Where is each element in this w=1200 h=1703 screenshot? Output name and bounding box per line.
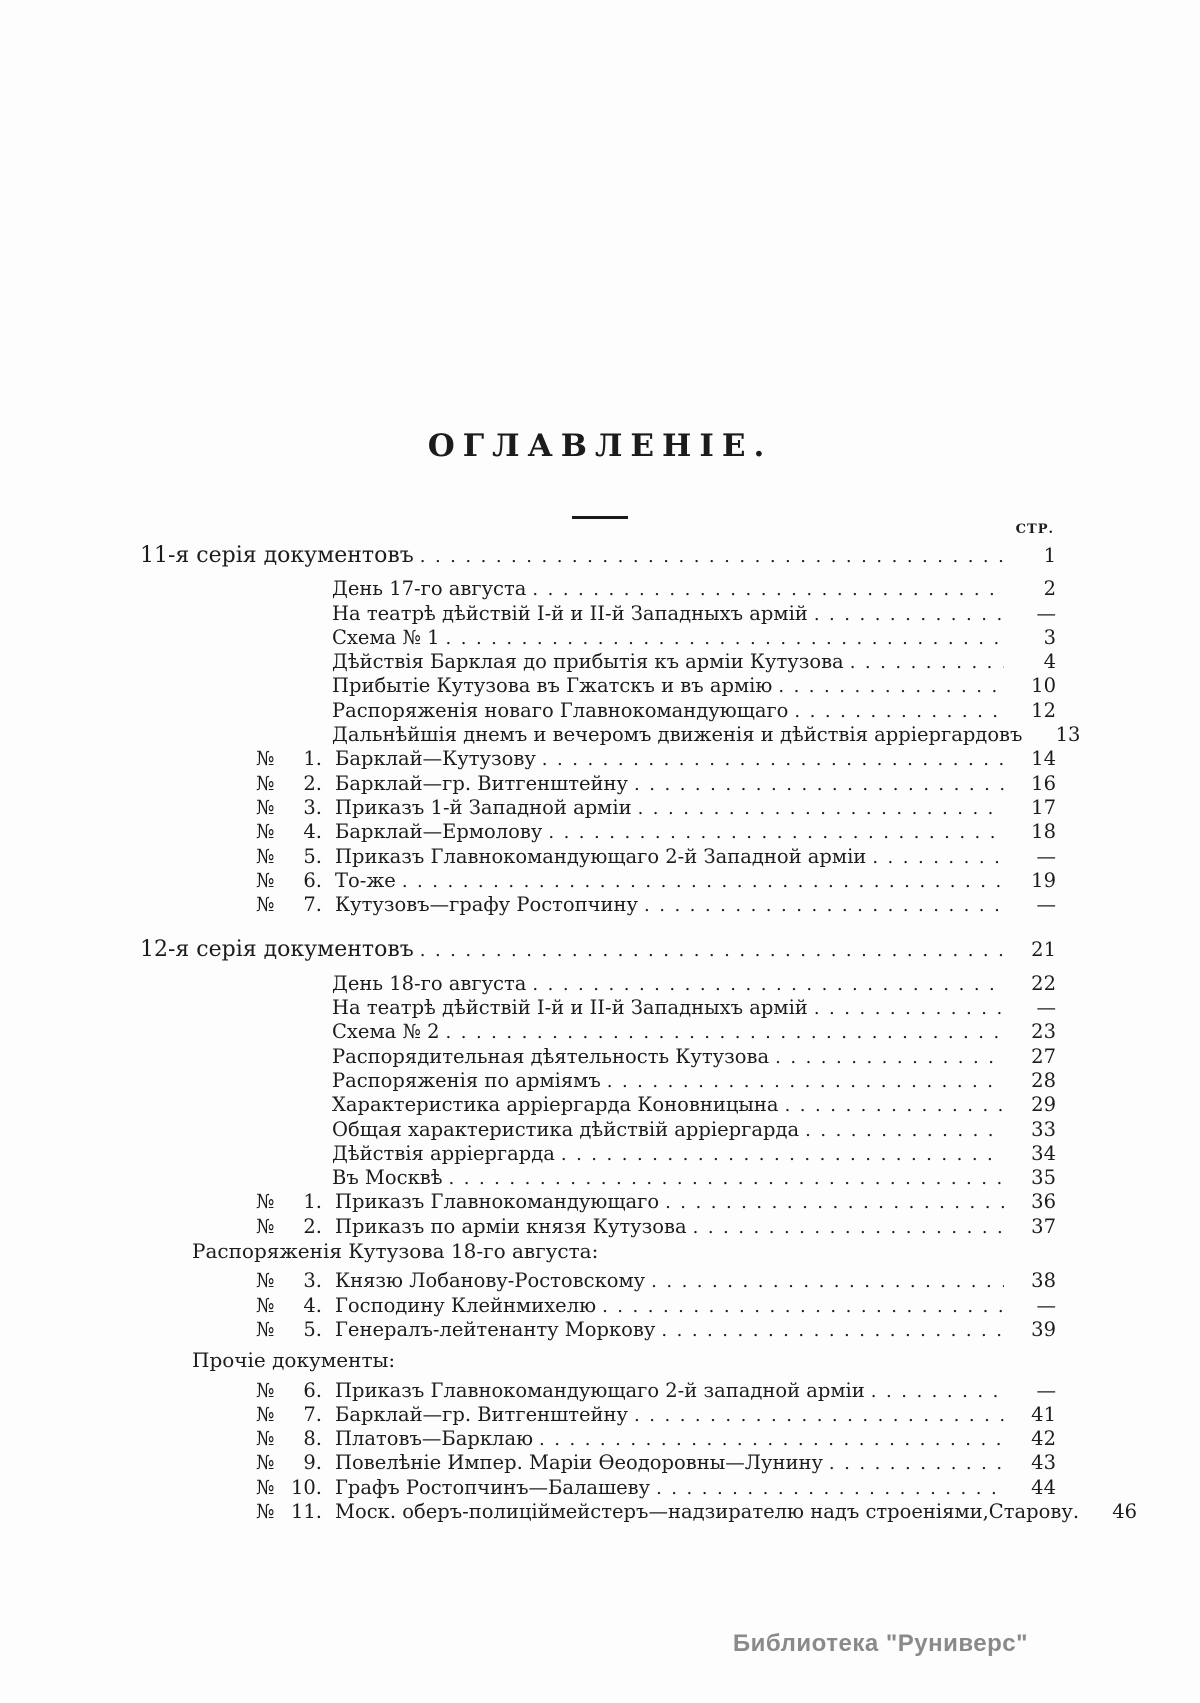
- toc-row-label: На театрѣ дѣйствій І-й и ІІ-й Западныхъ армій: [332, 996, 808, 1020]
- toc-row-page: 16: [1031, 771, 1056, 795]
- numero-value: 1.: [303, 747, 322, 771]
- toc-row-label: Дальнѣйшія днемъ и вечеромъ движенія и дѣйствія арріергардовъ: [332, 723, 1023, 747]
- numero-sign: №: [256, 1293, 275, 1317]
- toc-row: [140, 626, 1056, 650]
- row-numero: [256, 1500, 335, 1524]
- dot-leader: [850, 651, 1004, 675]
- numero-sign: №: [256, 1402, 275, 1426]
- numero-sign: №: [256, 1214, 275, 1238]
- numero-sign: №: [256, 747, 275, 771]
- toc-row: [140, 796, 1056, 820]
- toc-row: [140, 1020, 1056, 1044]
- dot-leader: [532, 578, 1004, 602]
- numero-value: 4.: [303, 1293, 322, 1317]
- toc-row-page: 13: [1055, 723, 1081, 747]
- toc-row: [140, 1069, 1056, 1093]
- toc-row: [140, 1045, 1056, 1069]
- row-numero: [256, 869, 335, 893]
- dot-leader: [872, 846, 1004, 870]
- toc-row-page: 4: [1043, 650, 1056, 674]
- library-watermark: Библиотека "Руниверс": [732, 1630, 1028, 1657]
- toc-row: [140, 674, 1056, 698]
- numero-sign: №: [256, 868, 275, 892]
- toc-row: [140, 1118, 1056, 1142]
- toc-row: [140, 747, 1056, 771]
- row-numero: [256, 845, 335, 869]
- toc-row-page: 23: [1031, 1020, 1056, 1044]
- toc-row-page: 12: [1031, 698, 1056, 722]
- dot-leader: [651, 1270, 1004, 1294]
- toc-row-label: Распоряженія по арміямъ: [332, 1068, 601, 1092]
- toc-row-page: 37: [1031, 1214, 1056, 1238]
- toc-row-page: 41: [1031, 1402, 1056, 1426]
- toc-row-page: 28: [1031, 1068, 1056, 1092]
- toc-row-page: 18: [1031, 820, 1056, 844]
- table-of-contents: [140, 543, 1138, 1524]
- row-numero: [256, 1403, 335, 1427]
- toc-row-label: На театрѣ дѣйствій І-й и ІІ-й Западныхъ армій: [332, 601, 808, 625]
- numero-sign: №: [256, 1475, 275, 1499]
- numero-value: 4.: [303, 820, 322, 844]
- toc-row-label: Дѣйствія арріергарда: [332, 1141, 555, 1165]
- toc-row-page: 1: [1043, 544, 1056, 567]
- dot-leader: [785, 1094, 1004, 1118]
- toc-row: [140, 938, 1056, 962]
- toc-row-label: Распорядительная дѣятельность Кутузова: [332, 1044, 770, 1068]
- dot-leader: [539, 1428, 1004, 1452]
- toc-row-label: 12-я серія документовъ: [140, 937, 414, 963]
- numero-value: 5.: [303, 1317, 322, 1341]
- toc-row-page: 38: [1031, 1269, 1056, 1293]
- toc-row: [140, 577, 1056, 601]
- dot-leader: [805, 1119, 1004, 1143]
- dot-leader: [644, 894, 1004, 918]
- toc-row: [140, 699, 1056, 723]
- toc-row: [140, 772, 1056, 796]
- toc-row-page: —: [1036, 1378, 1056, 1402]
- row-numero: [256, 1190, 335, 1214]
- toc-row-page: 21: [1031, 938, 1056, 962]
- toc-row-label: Схема № 1: [332, 625, 440, 649]
- toc-row-page: 29: [1031, 1093, 1056, 1117]
- toc-row: [140, 1190, 1056, 1214]
- dot-leader: [402, 870, 1004, 894]
- toc-row-label: День 17-го августа: [332, 577, 527, 601]
- dot-leader: [794, 700, 1004, 724]
- dot-leader: [665, 1191, 1004, 1215]
- page-title: ОГЛАВЛЕНІЕ.: [427, 428, 773, 464]
- toc-row-page: —: [1036, 1293, 1056, 1317]
- toc-row-page: 17: [1031, 795, 1056, 819]
- toc-row-page: 35: [1031, 1166, 1056, 1190]
- toc-row-label: Схема № 2: [332, 1020, 440, 1044]
- toc-row-page: 2: [1043, 577, 1056, 601]
- dot-leader: [548, 821, 1004, 845]
- toc-row-label: Барклай—Ермолову: [335, 820, 543, 844]
- toc-row-label: Прибытіе Кутузова въ Гжатскъ и въ армію: [332, 674, 773, 698]
- numero-sign: №: [256, 1269, 275, 1293]
- toc-row: [140, 996, 1056, 1020]
- toc-row: [140, 1379, 1056, 1403]
- dot-leader: [814, 603, 1004, 627]
- numero-value: 2.: [303, 1214, 322, 1238]
- toc-row: [140, 845, 1056, 869]
- toc-row: [140, 544, 1056, 568]
- toc-row-page: 42: [1031, 1427, 1056, 1451]
- toc-row-label: Приказъ Главнокомандующаго 2-й западной арміи: [335, 1378, 865, 1402]
- dot-leader: [775, 1046, 1004, 1070]
- toc-row-label: Барклай—гр. Витгенштейну: [335, 771, 629, 795]
- row-numero: [256, 1427, 335, 1451]
- dot-leader: [871, 1380, 1004, 1404]
- toc-row-label: Господину Клейнмихелю: [335, 1293, 597, 1317]
- toc-row: [140, 1294, 1056, 1318]
- numero-sign: №: [256, 1499, 275, 1523]
- dot-leader: [829, 1452, 1004, 1476]
- toc-row-label: Приказъ 1-й Западной арміи: [335, 795, 632, 819]
- toc-row: [140, 1166, 1056, 1190]
- numero-value: 10.: [290, 1475, 322, 1499]
- toc-row-label: 11-я серія документовъ: [140, 543, 414, 568]
- toc-group-heading: Распоряженія Кутузова 18-го августа:: [192, 1239, 599, 1264]
- numero-sign: №: [256, 1427, 275, 1451]
- dot-leader: [638, 797, 1004, 821]
- toc-row-label: Барклай—гр. Витгенштейну: [335, 1402, 629, 1426]
- numero-value: 11.: [290, 1499, 322, 1523]
- dot-leader: [420, 545, 1004, 569]
- toc-group: [140, 1348, 1138, 1524]
- toc-row-label: Генералъ-лейтенанту Моркову: [335, 1317, 656, 1341]
- row-numero: [256, 1269, 335, 1293]
- toc-row-label: Приказъ Главнокомандующаго 2-й Западной арміи: [335, 844, 867, 868]
- row-numero: [256, 893, 335, 917]
- numero-value: 3.: [303, 795, 322, 819]
- dot-leader: [446, 1021, 1004, 1045]
- dot-leader: [634, 773, 1004, 797]
- row-numero: [256, 1476, 335, 1500]
- numero-sign: №: [256, 795, 275, 819]
- toc-row-label: Моск. оберъ-полиціймейстеръ—надзирателю надъ строеніями,Старову.: [335, 1499, 1080, 1523]
- numero-value: 6.: [303, 1378, 322, 1402]
- numero-value: 9.: [303, 1451, 322, 1475]
- toc-row-label: Приказъ по арміи князя Кутузова: [335, 1214, 687, 1238]
- toc-row: [140, 1093, 1056, 1117]
- row-numero: [256, 796, 335, 820]
- toc-row-label: Дѣйствія Барклая до прибытія къ арміи Кутузова: [332, 650, 844, 674]
- toc-row-label: Приказъ Главнокомандующаго: [335, 1190, 660, 1214]
- toc-row: [140, 1451, 1056, 1475]
- toc-row-page: 36: [1031, 1190, 1056, 1214]
- dot-leader: [778, 675, 1004, 699]
- toc-row-label: Князю Лобанову-Ростовскому: [335, 1269, 646, 1293]
- toc-row: [140, 972, 1056, 996]
- row-numero: [256, 820, 335, 844]
- toc-row-label: Повелѣніе Импер. Маріи Ѳеодоровны—Лунину: [335, 1451, 823, 1475]
- row-numero: [256, 772, 335, 796]
- toc-row-label: Кутузовъ—графу Ростопчину: [335, 893, 639, 917]
- toc-row-label: Въ Москвѣ: [332, 1166, 443, 1190]
- dot-leader: [656, 1477, 1004, 1501]
- dot-leader: [607, 1070, 1004, 1094]
- toc-row-label: Характеристика арріергарда Коновницына: [332, 1093, 779, 1117]
- row-numero: [256, 747, 335, 771]
- toc-group-heading: Прочіе документы:: [192, 1348, 396, 1373]
- numero-sign: №: [256, 820, 275, 844]
- dot-leader: [542, 748, 1004, 772]
- row-numero: [256, 1318, 335, 1342]
- toc-row: [140, 893, 1056, 917]
- toc-row: [140, 602, 1056, 626]
- dot-leader: [420, 939, 1004, 963]
- dot-leader: [446, 627, 1004, 651]
- numero-value: 2.: [303, 771, 322, 795]
- dot-leader: [634, 1404, 1004, 1428]
- toc-row-page: 43: [1031, 1451, 1056, 1475]
- toc-row-page: 3: [1043, 625, 1056, 649]
- toc-row: [140, 1427, 1056, 1451]
- toc-row: [140, 723, 1081, 747]
- toc-row-label: Графъ Ростопчинъ—Балашеву: [335, 1475, 651, 1499]
- toc-row-page: 46: [1112, 1499, 1138, 1523]
- toc-group: [140, 1239, 1056, 1342]
- toc-row: [140, 1269, 1056, 1293]
- toc-row-page: 34: [1031, 1141, 1056, 1165]
- dot-leader: [693, 1216, 1004, 1240]
- toc-row-label: Распоряженія новаго Главнокомандующаго: [332, 698, 789, 722]
- toc-row: [140, 1403, 1056, 1427]
- toc-row-page: 19: [1031, 868, 1056, 892]
- numero-sign: №: [256, 1317, 275, 1341]
- dot-leader: [661, 1319, 1004, 1343]
- toc-row-label: Общая характеристика дѣйствій арріергарда: [332, 1117, 800, 1141]
- numero-sign: №: [256, 893, 275, 917]
- toc-row: [140, 820, 1056, 844]
- dot-leader: [449, 1167, 1005, 1191]
- toc-row: [140, 1318, 1056, 1342]
- toc-row-page: —: [1036, 893, 1056, 917]
- toc-row-page: 14: [1031, 747, 1056, 771]
- toc-row-page: —: [1036, 601, 1056, 625]
- numero-sign: №: [256, 844, 275, 868]
- toc-group: [140, 938, 1056, 1239]
- numero-sign: №: [256, 771, 275, 795]
- toc-row-page: 22: [1031, 971, 1056, 995]
- toc-row: [140, 869, 1056, 893]
- dot-leader: [532, 973, 1004, 997]
- title-divider-rule: [572, 516, 628, 519]
- toc-row: [140, 650, 1056, 674]
- numero-value: 7.: [303, 893, 322, 917]
- toc-row-page: —: [1036, 996, 1056, 1020]
- toc-row: [140, 1142, 1056, 1166]
- numero-value: 6.: [303, 868, 322, 892]
- numero-value: 8.: [303, 1427, 322, 1451]
- row-numero: [256, 1379, 335, 1403]
- numero-value: 7.: [303, 1402, 322, 1426]
- row-numero: [256, 1294, 335, 1318]
- toc-row-label: День 18-го августа: [332, 971, 527, 995]
- numero-sign: №: [256, 1378, 275, 1402]
- row-numero: [256, 1451, 335, 1475]
- toc-row-label: Барклай—Кутузову: [335, 747, 536, 771]
- dot-leader: [561, 1143, 1004, 1167]
- toc-row-page: 33: [1031, 1117, 1056, 1141]
- numero-sign: №: [256, 1451, 275, 1475]
- page-column-header: СТР.: [1015, 522, 1054, 537]
- toc-row: [140, 1215, 1056, 1239]
- toc-row-label: То-же: [335, 868, 396, 892]
- numero-value: 5.: [303, 844, 322, 868]
- numero-value: 1.: [303, 1190, 322, 1214]
- numero-sign: №: [256, 1190, 275, 1214]
- toc-row-label: Платовъ—Барклаю: [335, 1427, 534, 1451]
- toc-row-page: 44: [1031, 1475, 1056, 1499]
- toc-row: [140, 1499, 1138, 1524]
- row-numero: [256, 1215, 335, 1239]
- toc-row: [140, 1476, 1056, 1500]
- toc-row-page: 10: [1031, 674, 1056, 698]
- numero-value: 3.: [303, 1269, 322, 1293]
- toc-group: [140, 543, 1081, 917]
- dot-leader: [814, 997, 1004, 1021]
- toc-row-page: 39: [1031, 1317, 1056, 1341]
- toc-row-page: —: [1036, 844, 1056, 868]
- toc-row-page: 27: [1031, 1044, 1056, 1068]
- dot-leader: [602, 1295, 1004, 1319]
